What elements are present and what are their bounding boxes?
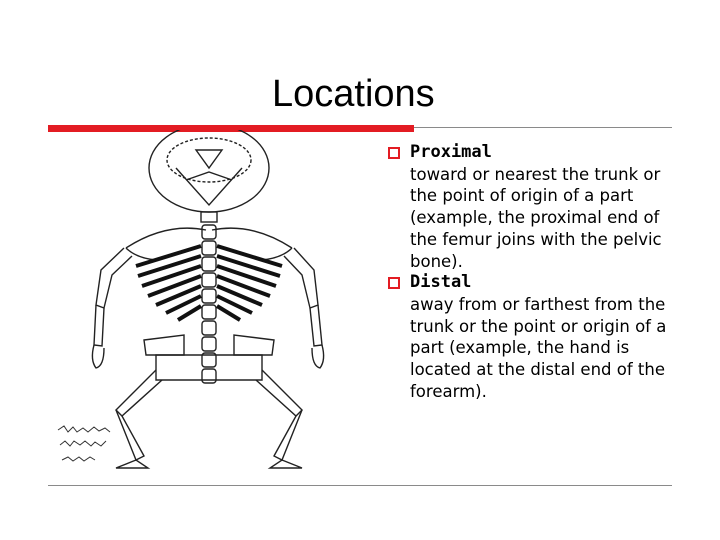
footer-divider xyxy=(48,485,672,486)
bullet-definition: away from or farthest from the trunk or the point or origin of a part (example, the hand is located at the distal end of the forearm). xyxy=(410,294,667,401)
bullet-list xyxy=(382,142,682,402)
bullet-item-proximal xyxy=(382,142,682,272)
title-divider xyxy=(414,127,672,128)
square-bullet-icon xyxy=(388,277,400,289)
bullet-definition: toward or nearest the trunk or the point of origin of a part (example, the proximal end of the femur joins with the pelvic bone). xyxy=(410,164,662,271)
skeleton-illustration xyxy=(56,130,356,475)
bullet-item-distal xyxy=(382,272,682,402)
bullet-term: Distal xyxy=(410,272,472,293)
slide-title: Locations xyxy=(272,73,435,115)
square-bullet-icon xyxy=(388,147,400,159)
bullet-term: Proximal xyxy=(410,142,492,162)
